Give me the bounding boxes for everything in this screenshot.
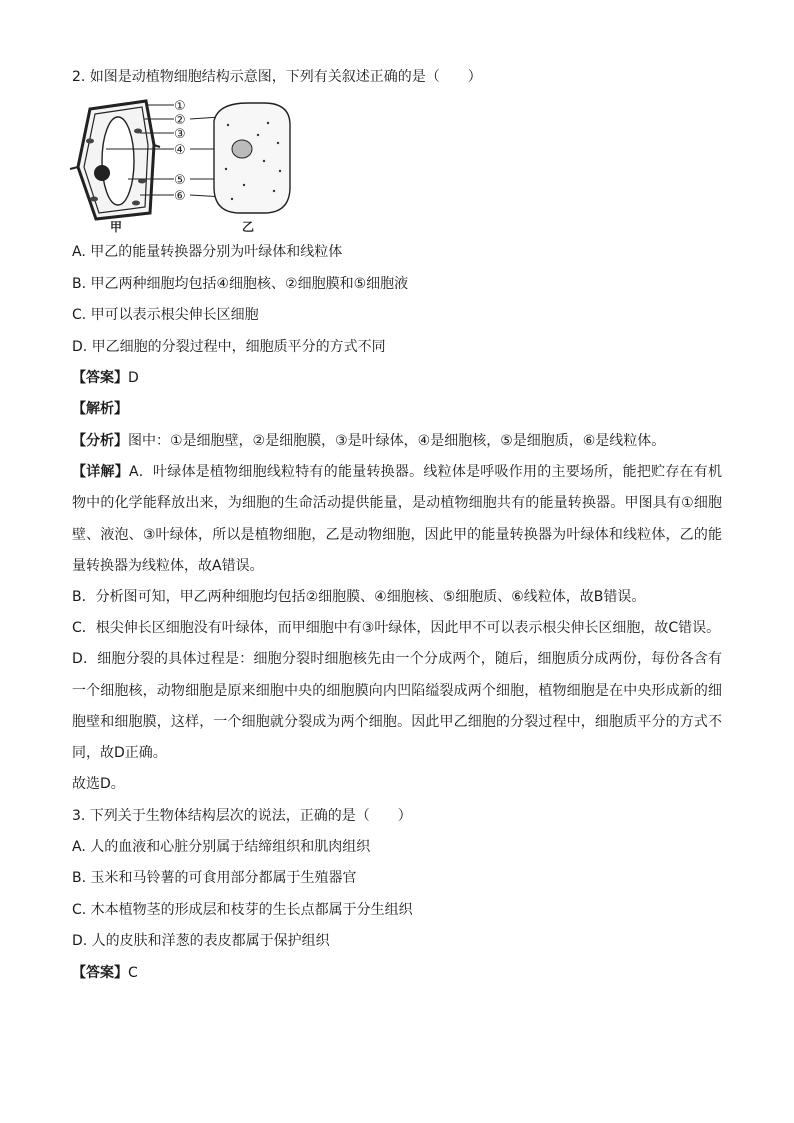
fenxi-tag: 【分析】	[72, 432, 128, 449]
plant-nucleus	[94, 165, 110, 181]
q3-option-a: A. 人的血液和心脏分别属于结缔组织和肌肉组织	[72, 838, 371, 855]
cell-structure-figure	[72, 95, 722, 233]
q2-answer	[72, 363, 722, 394]
answer-value: C	[128, 964, 138, 981]
caption-left: 甲	[110, 220, 123, 234]
label-2: ②	[174, 113, 186, 129]
chloroplast	[86, 139, 94, 144]
answer-tag: 【答案】	[72, 369, 128, 386]
plant-vacuole	[102, 117, 134, 205]
q3-option-d: D. 人的皮肤和洋葱的表皮都属于保护组织	[72, 933, 330, 950]
q3-option-c: C. 木本植物茎的形成层和枝芽的生长点都属于分生组织	[72, 901, 413, 918]
xiangjie-tag: 【详解】	[72, 464, 129, 481]
q2-option-a: A. 甲乙的能量转换器分别为叶绿体和线粒体	[72, 244, 343, 261]
q2-conclusion: 故选D。	[72, 776, 125, 793]
document-page	[72, 62, 722, 989]
cell-diagram	[68, 95, 308, 233]
question-3-stem: 3. 下列关于生物体结构层次的说法，正确的是（ ）	[72, 807, 412, 824]
q2-xiangjie-c: C．根尖伸长区细胞没有叶绿体，而甲细胞中有③叶绿体，因此甲不可以表示根尖伸长区细胞，故C错误。	[72, 620, 721, 637]
label-4: ④	[174, 143, 186, 159]
q2-option-d: D. 甲乙细胞的分裂过程中，细胞质平分的方式不同	[72, 338, 386, 355]
q2-xiangjie-d: D．细胞分裂的具体过程是：细胞分裂时细胞核先由一个分成两个，随后，细胞质分成两份，每份各含有一个细胞核，动物细胞是原来细胞中央的细胞膜向内凹陷缢裂成两个细胞，植物细胞是在中央形成新的细胞壁和细胞膜，这样，一个细胞就分裂成为两个细胞。因此甲乙细胞的分裂过程中，细胞质平分的方式不同，故D正确。	[72, 651, 722, 761]
chloroplast	[132, 201, 140, 206]
q2-xiangjie-a	[72, 457, 722, 582]
animal-cell	[214, 103, 290, 213]
question-2-stem: 2. 如图是动植物细胞结构示意图，下列有关叙述正确的是（ ）	[72, 69, 482, 85]
label-6: ⑥	[174, 189, 186, 205]
analysis-tag: 【解析】	[72, 401, 128, 418]
label-1: ①	[174, 99, 186, 115]
answer-tag: 【答案】	[72, 964, 128, 981]
xiangjie-a-text: A．叶绿体是植物细胞线粒特有的能量转换器。线粒体是呼吸作用的主要场所，能把贮存在有机物中的化学能释放出来，为细胞的生命活动提供能量，是动植物细胞共有的能量转换器。甲图具有①细胞壁、液泡、③叶绿体，所以是植物细胞，乙是动物细胞，因此甲的能量转换器为叶绿体和线粒体，乙的能量转换器为线粒体，故A错误。	[72, 464, 723, 574]
label-3: ③	[174, 127, 186, 143]
q3-option-b: B. 玉米和马铃薯的可食用部分都属于生殖器官	[72, 870, 357, 887]
q2-option-b: B. 甲乙两种细胞均包括④细胞核、②细胞膜和⑤细胞液	[72, 275, 409, 292]
q2-option-c: C. 甲可以表示根尖伸长区细胞	[72, 307, 259, 324]
answer-value: D	[128, 369, 139, 386]
q2-fenxi	[72, 426, 722, 457]
q2-analysis-heading	[72, 394, 722, 425]
q2-xiangjie-b: B．分析图可知，甲乙两种细胞均包括②细胞膜、④细胞核、⑤细胞质、⑥线粒体，故B错误。	[72, 588, 646, 605]
chloroplast	[90, 197, 98, 202]
animal-nucleus	[232, 140, 252, 158]
caption-right: 乙	[242, 220, 255, 234]
label-5: ⑤	[174, 173, 186, 189]
q3-answer	[72, 958, 722, 989]
fenxi-text: 图中：①是细胞壁，②是细胞膜，③是叶绿体，④是细胞核，⑤是细胞质，⑥是线粒体。	[128, 432, 666, 449]
